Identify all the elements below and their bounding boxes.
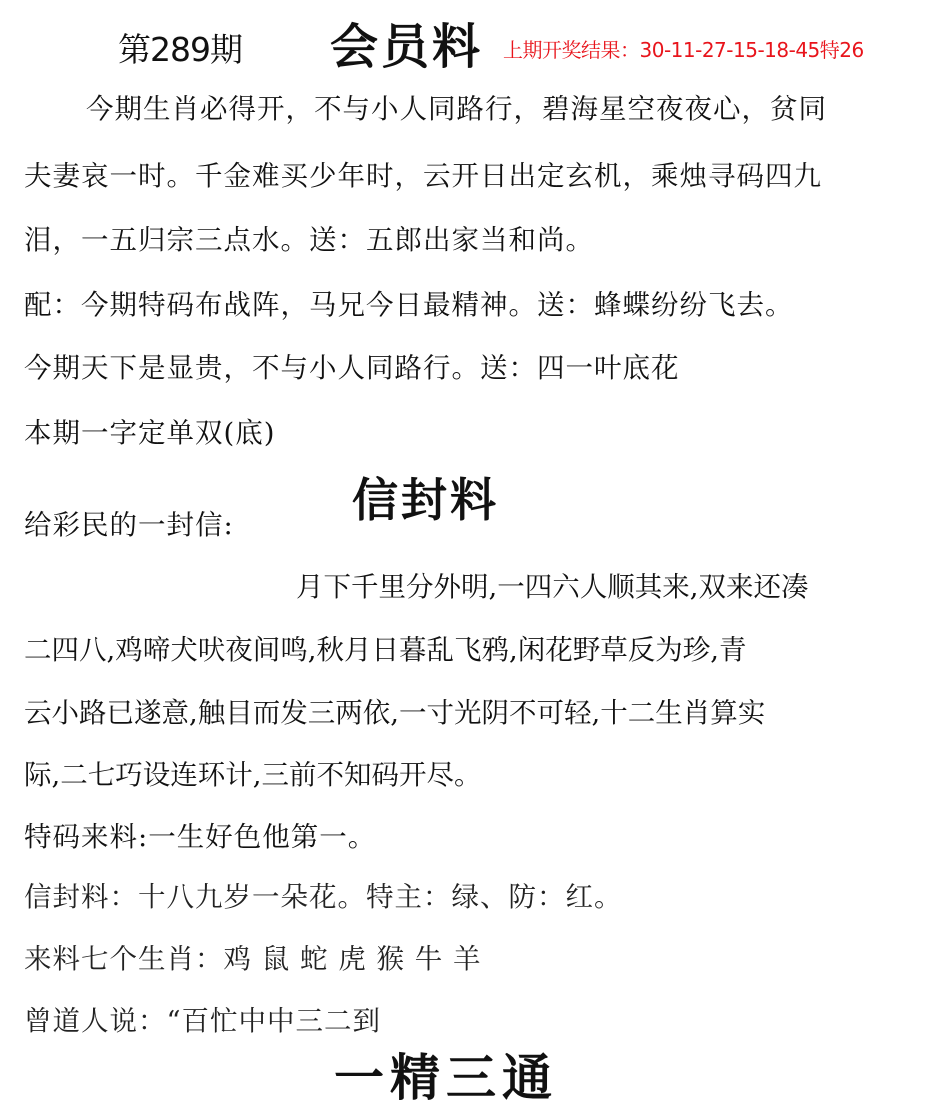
letter-line-4: 际,二七巧设连环计,三前不知码开尽。 xyxy=(24,759,482,791)
seven-zodiacs: 来料七个生肖：鸡 鼠 蛇 虎 猴 牛 羊 xyxy=(24,943,482,975)
letter-line-1: 月下千里分外明,一四六人顺其来,双来还凑 xyxy=(296,571,809,603)
issue-number: 第289期 xyxy=(118,30,242,69)
letter-intro: 给彩民的一封信: xyxy=(24,509,234,541)
envelope-material: 信封料：十八九岁一朵花。特主：绿、防：红。 xyxy=(24,881,623,913)
letter-line-2: 二四八,鸡啼犬吠夜间鸣,秋月日暮乱飞鸦,闲花野草反为珍,青 xyxy=(24,634,747,666)
last-draw-result: 上期开奖结果：30-11-27-15-18-45特26 xyxy=(503,38,864,62)
footer-title: 一精三通 xyxy=(334,1048,558,1107)
daoist-saying: 曾道人说：“百忙中中三二到 xyxy=(24,1005,382,1037)
member-line-4: 配：今期特码布战阵，马兄今日最精神。送：蜂蝶纷纷飞去。 xyxy=(24,289,794,321)
letter-title: 信封料 xyxy=(352,473,499,527)
letter-line-3: 云小路已遂意,触目而发三两依,一寸光阴不可轻,十二生肖算实 xyxy=(24,697,766,729)
member-line-5: 今期天下是显贵，不与小人同路行。送：四一叶底花 xyxy=(24,352,680,384)
member-line-1: 今期生肖必得开，不与小人同路行，碧海星空夜夜心，贫同 xyxy=(86,93,827,125)
member-line-3: 泪，一五归宗三点水。送：五郎出家当和尚。 xyxy=(24,224,594,256)
special-material: 特码来料:一生好色他第一。 xyxy=(24,821,377,853)
member-title: 会员料 xyxy=(330,19,484,75)
member-line-6: 本期一字定单双(底) xyxy=(24,417,276,449)
member-line-2: 夫妻哀一时。千金难买少年时，云开日出定玄机，乘烛寻码四九 xyxy=(24,160,822,192)
